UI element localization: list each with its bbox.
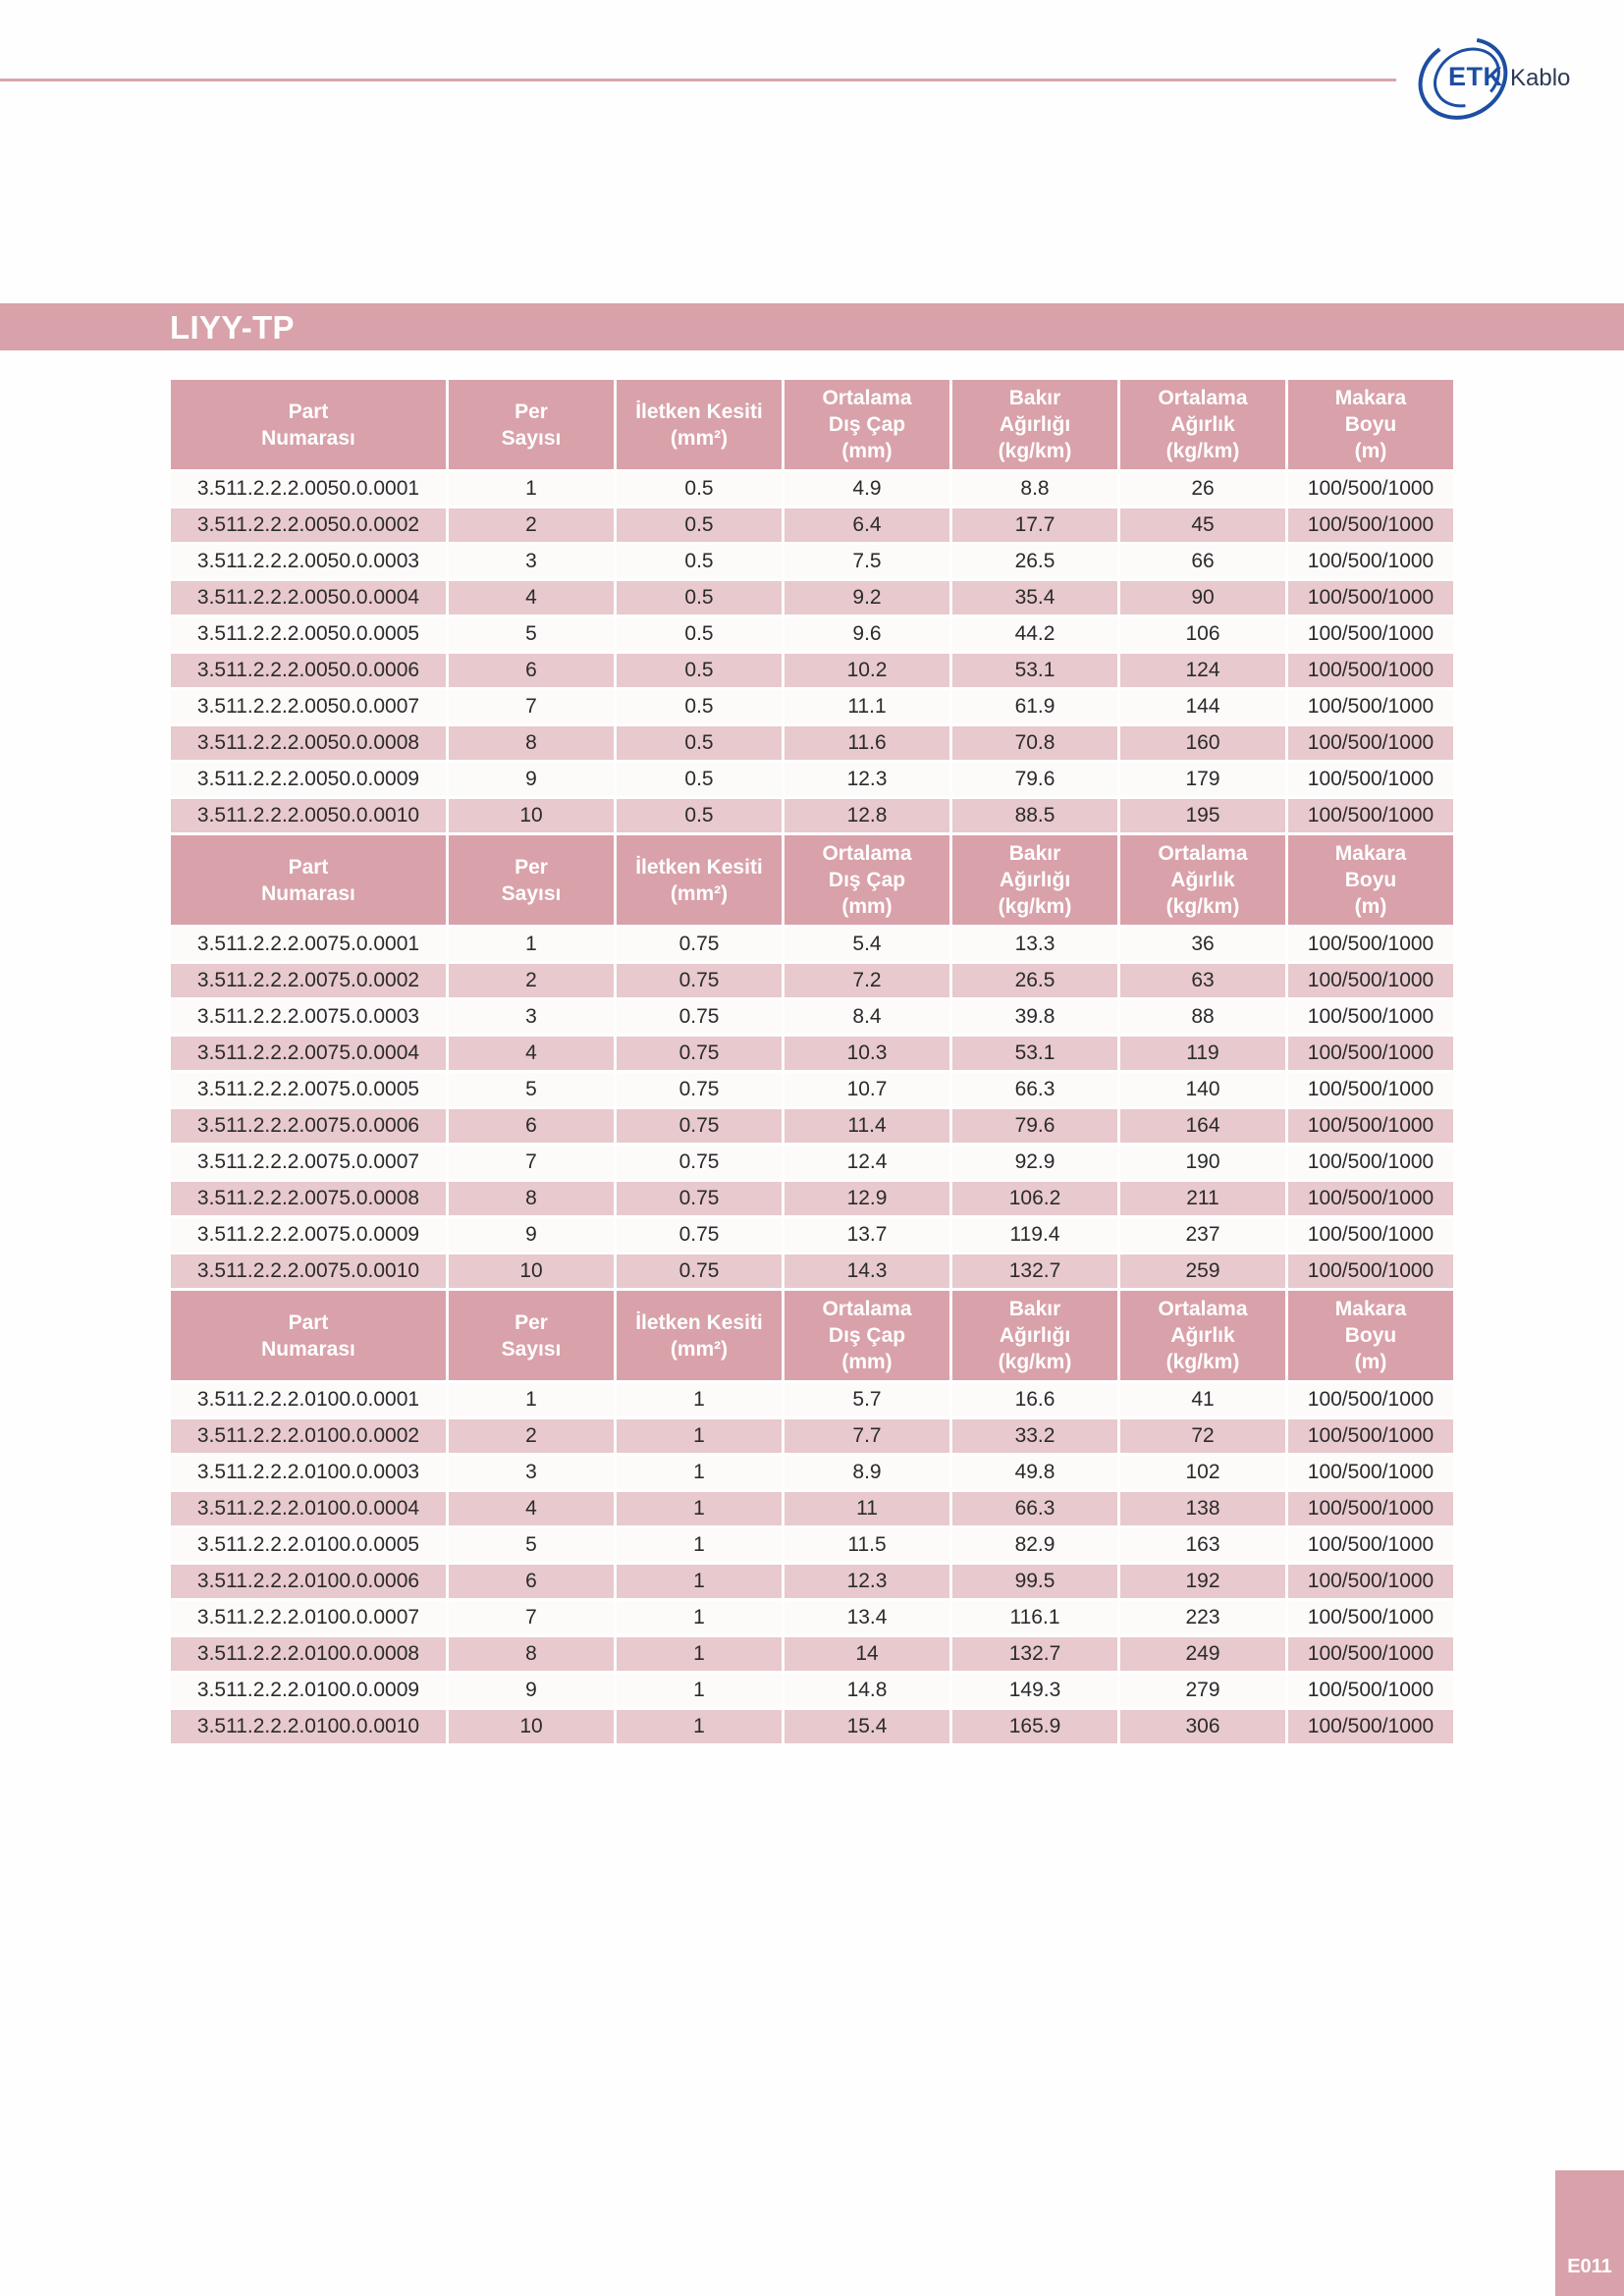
cell-part-number: 3.511.2.2.2.0050.0.0004	[171, 581, 446, 614]
cell-copper-weight: 82.9	[952, 1528, 1117, 1562]
cell-pair-count: 8	[449, 726, 614, 760]
cell-pair-count: 1	[449, 928, 614, 961]
cell-outer-diameter: 5.4	[785, 928, 949, 961]
cell-avg-weight: 279	[1120, 1674, 1285, 1707]
cell-copper-weight: 116.1	[952, 1601, 1117, 1634]
cell-conductor-section: 0.75	[617, 928, 782, 961]
cell-conductor-section: 1	[617, 1674, 782, 1707]
cell-avg-weight: 41	[1120, 1383, 1285, 1416]
column-header-part-number: Part Numarası	[171, 835, 446, 925]
column-header-copper-weight: Bakır Ağırlığı (kg/km)	[952, 380, 1117, 469]
column-header-copper-weight: Bakır Ağırlığı (kg/km)	[952, 1291, 1117, 1380]
cell-copper-weight: 49.8	[952, 1456, 1117, 1489]
table-header-row	[171, 1291, 1453, 1380]
table-row	[171, 726, 1453, 760]
table-row	[171, 1255, 1453, 1288]
table-row	[171, 1456, 1453, 1489]
table-row	[171, 690, 1453, 723]
cell-outer-diameter: 4.9	[785, 472, 949, 506]
cell-avg-weight: 90	[1120, 581, 1285, 614]
cell-reel-length: 100/500/1000	[1288, 964, 1453, 997]
cell-conductor-section: 1	[617, 1456, 782, 1489]
column-header-part-number: Part Numarası	[171, 1291, 446, 1380]
cell-reel-length: 100/500/1000	[1288, 1383, 1453, 1416]
column-header-avg-weight: Ortalama Ağırlık (kg/km)	[1120, 380, 1285, 469]
cell-copper-weight: 26.5	[952, 964, 1117, 997]
cell-part-number: 3.511.2.2.2.0050.0.0001	[171, 472, 446, 506]
cell-conductor-section: 0.5	[617, 690, 782, 723]
cell-conductor-section: 1	[617, 1492, 782, 1525]
cell-part-number: 3.511.2.2.2.0075.0.0009	[171, 1218, 446, 1252]
cell-reel-length: 100/500/1000	[1288, 545, 1453, 578]
cell-conductor-section: 0.75	[617, 964, 782, 997]
cell-copper-weight: 16.6	[952, 1383, 1117, 1416]
cell-avg-weight: 66	[1120, 545, 1285, 578]
cell-copper-weight: 132.7	[952, 1637, 1117, 1671]
cell-part-number: 3.511.2.2.2.0100.0.0010	[171, 1710, 446, 1743]
cell-conductor-section: 0.5	[617, 545, 782, 578]
table-row	[171, 1674, 1453, 1707]
cell-conductor-section: 1	[617, 1383, 782, 1416]
cell-copper-weight: 8.8	[952, 472, 1117, 506]
cell-pair-count: 8	[449, 1182, 614, 1215]
cell-copper-weight: 66.3	[952, 1492, 1117, 1525]
cell-reel-length: 100/500/1000	[1288, 1109, 1453, 1143]
cell-part-number: 3.511.2.2.2.0100.0.0001	[171, 1383, 446, 1416]
cell-part-number: 3.511.2.2.2.0050.0.0007	[171, 690, 446, 723]
cell-pair-count: 4	[449, 581, 614, 614]
cell-copper-weight: 70.8	[952, 726, 1117, 760]
column-header-copper-weight: Bakır Ağırlığı (kg/km)	[952, 835, 1117, 925]
cell-avg-weight: 26	[1120, 472, 1285, 506]
cell-part-number: 3.511.2.2.2.0100.0.0002	[171, 1419, 446, 1453]
cell-part-number: 3.511.2.2.2.0050.0.0002	[171, 508, 446, 542]
cell-conductor-section: 0.75	[617, 1109, 782, 1143]
cell-outer-diameter: 14.3	[785, 1255, 949, 1288]
cell-conductor-section: 0.5	[617, 508, 782, 542]
table-row	[171, 508, 1453, 542]
cell-pair-count: 6	[449, 1109, 614, 1143]
cell-outer-diameter: 8.9	[785, 1456, 949, 1489]
page-tab	[1555, 2170, 1624, 2296]
cell-copper-weight: 106.2	[952, 1182, 1117, 1215]
cell-pair-count: 9	[449, 1674, 614, 1707]
cell-reel-length: 100/500/1000	[1288, 1492, 1453, 1525]
cell-reel-length: 100/500/1000	[1288, 690, 1453, 723]
table-row	[171, 1182, 1453, 1215]
cell-conductor-section: 0.75	[617, 1037, 782, 1070]
cell-reel-length: 100/500/1000	[1288, 581, 1453, 614]
cell-copper-weight: 99.5	[952, 1565, 1117, 1598]
cell-pair-count: 9	[449, 763, 614, 796]
cell-pair-count: 3	[449, 1000, 614, 1034]
cell-outer-diameter: 10.2	[785, 654, 949, 687]
column-header-conductor-section: İletken Kesiti (mm²)	[617, 1291, 782, 1380]
cell-reel-length: 100/500/1000	[1288, 1674, 1453, 1707]
page-title: LIYY-TP	[170, 309, 295, 346]
column-header-pair-count: Per Sayısı	[449, 1291, 614, 1380]
cell-outer-diameter: 7.5	[785, 545, 949, 578]
column-header-reel-length: Makara Boyu (m)	[1288, 1291, 1453, 1380]
column-header-part-number: Part Numarası	[171, 380, 446, 469]
page-number: E011	[1567, 2256, 1612, 2277]
cell-part-number: 3.511.2.2.2.0075.0.0010	[171, 1255, 446, 1288]
cell-pair-count: 10	[449, 1710, 614, 1743]
cell-avg-weight: 88	[1120, 1000, 1285, 1034]
table-header-row	[171, 835, 1453, 925]
cell-avg-weight: 119	[1120, 1037, 1285, 1070]
cell-conductor-section: 0.5	[617, 799, 782, 832]
cell-copper-weight: 33.2	[952, 1419, 1117, 1453]
cell-avg-weight: 144	[1120, 690, 1285, 723]
table-row	[171, 1492, 1453, 1525]
cell-part-number: 3.511.2.2.2.0075.0.0006	[171, 1109, 446, 1143]
cell-outer-diameter: 12.8	[785, 799, 949, 832]
cell-conductor-section: 1	[617, 1601, 782, 1634]
cell-outer-diameter: 12.3	[785, 1565, 949, 1598]
cell-pair-count: 10	[449, 1255, 614, 1288]
table-row	[171, 1073, 1453, 1106]
cell-conductor-section: 0.5	[617, 581, 782, 614]
cell-outer-diameter: 10.3	[785, 1037, 949, 1070]
cell-reel-length: 100/500/1000	[1288, 1601, 1453, 1634]
cell-conductor-section: 0.5	[617, 617, 782, 651]
cell-reel-length: 100/500/1000	[1288, 928, 1453, 961]
cell-conductor-section: 0.75	[617, 1000, 782, 1034]
cell-reel-length: 100/500/1000	[1288, 1710, 1453, 1743]
cell-pair-count: 4	[449, 1492, 614, 1525]
cell-outer-diameter: 7.7	[785, 1419, 949, 1453]
cell-copper-weight: 149.3	[952, 1674, 1117, 1707]
cell-outer-diameter: 14.8	[785, 1674, 949, 1707]
cell-pair-count: 9	[449, 1218, 614, 1252]
cell-part-number: 3.511.2.2.2.0075.0.0001	[171, 928, 446, 961]
table-row	[171, 545, 1453, 578]
cell-reel-length: 100/500/1000	[1288, 1073, 1453, 1106]
cell-reel-length: 100/500/1000	[1288, 1565, 1453, 1598]
cell-reel-length: 100/500/1000	[1288, 763, 1453, 796]
cell-avg-weight: 72	[1120, 1419, 1285, 1453]
cell-conductor-section: 0.5	[617, 472, 782, 506]
cell-avg-weight: 138	[1120, 1492, 1285, 1525]
cell-pair-count: 7	[449, 1601, 614, 1634]
column-header-conductor-section: İletken Kesiti (mm²)	[617, 380, 782, 469]
cell-part-number: 3.511.2.2.2.0050.0.0009	[171, 763, 446, 796]
cell-conductor-section: 1	[617, 1528, 782, 1562]
cell-reel-length: 100/500/1000	[1288, 654, 1453, 687]
title-band	[0, 303, 1624, 350]
cell-avg-weight: 211	[1120, 1182, 1285, 1215]
cell-reel-length: 100/500/1000	[1288, 1528, 1453, 1562]
cell-reel-length: 100/500/1000	[1288, 1146, 1453, 1179]
cell-outer-diameter: 10.7	[785, 1073, 949, 1106]
table-row	[171, 1218, 1453, 1252]
cell-copper-weight: 66.3	[952, 1073, 1117, 1106]
column-header-outer-diameter: Ortalama Dış Çap (mm)	[785, 1291, 949, 1380]
cell-avg-weight: 237	[1120, 1218, 1285, 1252]
cell-copper-weight: 61.9	[952, 690, 1117, 723]
column-header-pair-count: Per Sayısı	[449, 380, 614, 469]
table-row	[171, 1528, 1453, 1562]
column-header-reel-length: Makara Boyu (m)	[1288, 380, 1453, 469]
cell-part-number: 3.511.2.2.2.0050.0.0010	[171, 799, 446, 832]
cell-avg-weight: 179	[1120, 763, 1285, 796]
etk-kablo-logo	[1416, 34, 1583, 123]
cell-avg-weight: 63	[1120, 964, 1285, 997]
table-row	[171, 928, 1453, 961]
cell-copper-weight: 88.5	[952, 799, 1117, 832]
cell-avg-weight: 106	[1120, 617, 1285, 651]
cell-avg-weight: 124	[1120, 654, 1285, 687]
cell-copper-weight: 44.2	[952, 617, 1117, 651]
column-header-reel-length: Makara Boyu (m)	[1288, 835, 1453, 925]
cell-conductor-section: 0.75	[617, 1146, 782, 1179]
cell-part-number: 3.511.2.2.2.0100.0.0005	[171, 1528, 446, 1562]
spec-table-body	[171, 380, 1453, 1743]
table-row	[171, 799, 1453, 832]
cell-pair-count: 7	[449, 690, 614, 723]
cell-reel-length: 100/500/1000	[1288, 1182, 1453, 1215]
cell-copper-weight: 39.8	[952, 1000, 1117, 1034]
cell-avg-weight: 306	[1120, 1710, 1285, 1743]
cell-part-number: 3.511.2.2.2.0100.0.0003	[171, 1456, 446, 1489]
table-row	[171, 964, 1453, 997]
cell-pair-count: 1	[449, 1383, 614, 1416]
cell-part-number: 3.511.2.2.2.0050.0.0005	[171, 617, 446, 651]
cell-reel-length: 100/500/1000	[1288, 1037, 1453, 1070]
column-header-conductor-section: İletken Kesiti (mm²)	[617, 835, 782, 925]
cell-outer-diameter: 5.7	[785, 1383, 949, 1416]
cell-copper-weight: 35.4	[952, 581, 1117, 614]
table-row	[171, 1146, 1453, 1179]
cell-avg-weight: 140	[1120, 1073, 1285, 1106]
cell-outer-diameter: 11.4	[785, 1109, 949, 1143]
cell-outer-diameter: 12.3	[785, 763, 949, 796]
cell-copper-weight: 53.1	[952, 654, 1117, 687]
cell-outer-diameter: 8.4	[785, 1000, 949, 1034]
table-row	[171, 1710, 1453, 1743]
cell-avg-weight: 164	[1120, 1109, 1285, 1143]
spec-table-container	[171, 380, 1455, 1743]
cell-copper-weight: 119.4	[952, 1218, 1117, 1252]
table-row	[171, 654, 1453, 687]
column-header-outer-diameter: Ortalama Dış Çap (mm)	[785, 380, 949, 469]
cell-avg-weight: 192	[1120, 1565, 1285, 1598]
cell-part-number: 3.511.2.2.2.0075.0.0008	[171, 1182, 446, 1215]
cell-outer-diameter: 12.9	[785, 1182, 949, 1215]
cell-conductor-section: 1	[617, 1419, 782, 1453]
cell-part-number: 3.511.2.2.2.0075.0.0002	[171, 964, 446, 997]
top-rule	[0, 79, 1396, 81]
cell-part-number: 3.511.2.2.2.0100.0.0009	[171, 1674, 446, 1707]
cell-conductor-section: 1	[617, 1637, 782, 1671]
cell-outer-diameter: 11	[785, 1492, 949, 1525]
cell-conductor-section: 0.5	[617, 654, 782, 687]
cell-avg-weight: 223	[1120, 1601, 1285, 1634]
cell-pair-count: 1	[449, 472, 614, 506]
cell-pair-count: 3	[449, 545, 614, 578]
table-row	[171, 1383, 1453, 1416]
table-row	[171, 1419, 1453, 1453]
table-row	[171, 472, 1453, 506]
table-row	[171, 617, 1453, 651]
cell-avg-weight: 249	[1120, 1637, 1285, 1671]
cell-pair-count: 3	[449, 1456, 614, 1489]
cell-reel-length: 100/500/1000	[1288, 1255, 1453, 1288]
cell-conductor-section: 0.75	[617, 1182, 782, 1215]
logo-text-kablo: Kablo	[1510, 65, 1571, 91]
cell-pair-count: 5	[449, 617, 614, 651]
cell-reel-length: 100/500/1000	[1288, 508, 1453, 542]
cell-conductor-section: 0.75	[617, 1073, 782, 1106]
cell-avg-weight: 102	[1120, 1456, 1285, 1489]
cell-copper-weight: 53.1	[952, 1037, 1117, 1070]
cell-outer-diameter: 6.4	[785, 508, 949, 542]
cell-avg-weight: 163	[1120, 1528, 1285, 1562]
cell-part-number: 3.511.2.2.2.0050.0.0006	[171, 654, 446, 687]
table-row	[171, 1601, 1453, 1634]
cell-reel-length: 100/500/1000	[1288, 617, 1453, 651]
cell-copper-weight: 13.3	[952, 928, 1117, 961]
cell-outer-diameter: 13.4	[785, 1601, 949, 1634]
cell-reel-length: 100/500/1000	[1288, 1637, 1453, 1671]
cell-outer-diameter: 11.5	[785, 1528, 949, 1562]
table-row	[171, 1637, 1453, 1671]
cell-part-number: 3.511.2.2.2.0075.0.0004	[171, 1037, 446, 1070]
logo-text-etk: ETK	[1448, 62, 1503, 91]
table-header-row	[171, 380, 1453, 469]
cell-copper-weight: 26.5	[952, 545, 1117, 578]
cell-copper-weight: 92.9	[952, 1146, 1117, 1179]
cell-pair-count: 7	[449, 1146, 614, 1179]
cell-copper-weight: 132.7	[952, 1255, 1117, 1288]
cell-copper-weight: 17.7	[952, 508, 1117, 542]
cell-outer-diameter: 11.6	[785, 726, 949, 760]
cell-outer-diameter: 9.2	[785, 581, 949, 614]
cell-conductor-section: 0.5	[617, 763, 782, 796]
cell-pair-count: 5	[449, 1528, 614, 1562]
cell-conductor-section: 1	[617, 1710, 782, 1743]
cell-pair-count: 5	[449, 1073, 614, 1106]
table-row	[171, 1037, 1453, 1070]
cell-reel-length: 100/500/1000	[1288, 1218, 1453, 1252]
cell-pair-count: 8	[449, 1637, 614, 1671]
cell-pair-count: 4	[449, 1037, 614, 1070]
table-row	[171, 1565, 1453, 1598]
table-row	[171, 1000, 1453, 1034]
cell-outer-diameter: 7.2	[785, 964, 949, 997]
cell-avg-weight: 190	[1120, 1146, 1285, 1179]
cell-reel-length: 100/500/1000	[1288, 1000, 1453, 1034]
cell-part-number: 3.511.2.2.2.0050.0.0008	[171, 726, 446, 760]
cell-copper-weight: 79.6	[952, 1109, 1117, 1143]
cell-pair-count: 10	[449, 799, 614, 832]
cell-avg-weight: 259	[1120, 1255, 1285, 1288]
cell-conductor-section: 0.5	[617, 726, 782, 760]
cell-part-number: 3.511.2.2.2.0075.0.0005	[171, 1073, 446, 1106]
cell-copper-weight: 79.6	[952, 763, 1117, 796]
cell-part-number: 3.511.2.2.2.0100.0.0008	[171, 1637, 446, 1671]
cell-pair-count: 6	[449, 1565, 614, 1598]
cell-outer-diameter: 13.7	[785, 1218, 949, 1252]
column-header-avg-weight: Ortalama Ağırlık (kg/km)	[1120, 1291, 1285, 1380]
cell-reel-length: 100/500/1000	[1288, 1456, 1453, 1489]
cell-avg-weight: 160	[1120, 726, 1285, 760]
cell-outer-diameter: 15.4	[785, 1710, 949, 1743]
cell-avg-weight: 45	[1120, 508, 1285, 542]
cell-copper-weight: 165.9	[952, 1710, 1117, 1743]
cell-reel-length: 100/500/1000	[1288, 799, 1453, 832]
cell-outer-diameter: 9.6	[785, 617, 949, 651]
cell-part-number: 3.511.2.2.2.0100.0.0004	[171, 1492, 446, 1525]
cell-reel-length: 100/500/1000	[1288, 472, 1453, 506]
cell-reel-length: 100/500/1000	[1288, 1419, 1453, 1453]
table-row	[171, 1109, 1453, 1143]
cell-conductor-section: 1	[617, 1565, 782, 1598]
cell-pair-count: 2	[449, 1419, 614, 1453]
cell-outer-diameter: 12.4	[785, 1146, 949, 1179]
column-header-outer-diameter: Ortalama Dış Çap (mm)	[785, 835, 949, 925]
cell-part-number: 3.511.2.2.2.0075.0.0003	[171, 1000, 446, 1034]
cell-part-number: 3.511.2.2.2.0050.0.0003	[171, 545, 446, 578]
cell-outer-diameter: 11.1	[785, 690, 949, 723]
cell-avg-weight: 195	[1120, 799, 1285, 832]
cell-outer-diameter: 14	[785, 1637, 949, 1671]
cell-pair-count: 2	[449, 508, 614, 542]
cell-pair-count: 2	[449, 964, 614, 997]
cell-part-number: 3.511.2.2.2.0100.0.0006	[171, 1565, 446, 1598]
column-header-avg-weight: Ortalama Ağırlık (kg/km)	[1120, 835, 1285, 925]
spec-table	[168, 377, 1456, 1746]
column-header-pair-count: Per Sayısı	[449, 835, 614, 925]
cell-conductor-section: 0.75	[617, 1218, 782, 1252]
cell-part-number: 3.511.2.2.2.0075.0.0007	[171, 1146, 446, 1179]
table-row	[171, 581, 1453, 614]
cell-reel-length: 100/500/1000	[1288, 726, 1453, 760]
cell-avg-weight: 36	[1120, 928, 1285, 961]
cell-conductor-section: 0.75	[617, 1255, 782, 1288]
cell-pair-count: 6	[449, 654, 614, 687]
table-row	[171, 763, 1453, 796]
cell-part-number: 3.511.2.2.2.0100.0.0007	[171, 1601, 446, 1634]
